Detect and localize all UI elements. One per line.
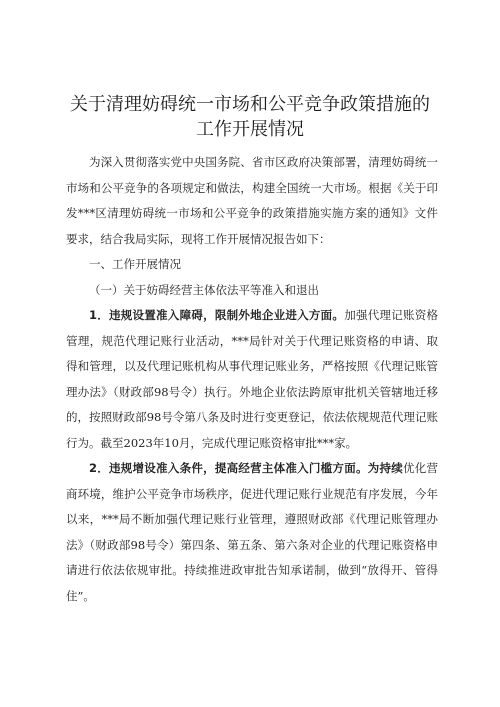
- item1-heading: 1．违规设置准入障碍，限制外地企业进入方面。: [89, 308, 345, 322]
- document-body: [66, 150, 438, 609]
- item2-heading: 2．违规增设准入条件，提高经营主体准入门槛方面。为持续: [89, 461, 403, 475]
- item2-paragraph: [66, 456, 438, 609]
- item2-text: 优化营商环境，维护公平竞争市场秩序，促进代理记账行业规范有序发展，今年以来，***局不断加强代理记账行业管理，遵照财政部《代理记账管理办法》（财政部98号令）第四条、第五条、第六条对企业的代理记账资格申请进行依法依规审批。持续推进政审批告知承诺制，做到“放得开、管得住”。: [66, 461, 439, 603]
- intro-paragraph: 为深入贯彻落实党中央国务院、省市区政府决策部署，清理妨碍统一市场和公平竞争的各项规定和做法，构建全国统一大市场。根据《关于印发***区清理妨碍统一市场和公平竞争的政策措施实施方案的通知》文件要求，结合我局实际，现将工作开展情况报告如下：: [66, 155, 438, 246]
- section-heading: 一、工作开展情况: [89, 257, 181, 271]
- subsection-heading: （一）关于妨碍经营主体依法平等准入和退出: [89, 282, 319, 297]
- document-title-line1: 关于清理妨碍统一市场和公平竞争政策措施的: [70, 94, 430, 115]
- item1-paragraph: [66, 303, 438, 456]
- item1-text: 加强代理记账资格管理，规范代理记账行业活动，***局针对关于代理记账资格的申请、取得和管理，以及代理记账机构从事代理记账业务，严格按照《代理记账管理办法》（财政部98号令）执行。外地企业依法跨原审批机关管辖地迁移的，按照财政部98号令第八条及时进行变更登记，依法依规规范代理记账行为。截至2023年10月，完成代理记账资格审批***家。: [66, 308, 439, 450]
- document-title-line2: 工作开展情况: [196, 119, 304, 140]
